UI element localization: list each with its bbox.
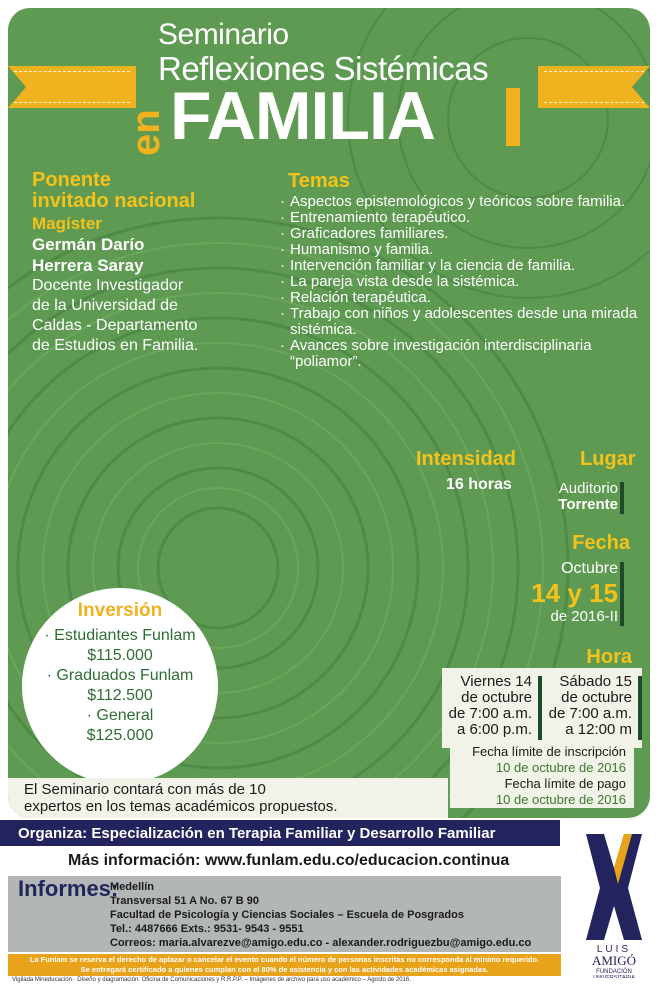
title-accent-bar	[506, 88, 520, 146]
title-reflexiones: Reflexiones Sistémicas	[158, 50, 489, 87]
green-panel	[8, 8, 650, 818]
ponente-degree: Magíster	[32, 214, 102, 233]
informes-details: Medellín Transversal 51 A No. 67 B 90 Facultad de Psicología y Ciencias Sociales – Escuela de Posgrados Tel.: 4487666 Exts.: 9531- 9543 - 9551 Correos: maria.alvarezve@amigo.edu.co - alexander.rodriguezbu@amigo.edu.co	[110, 881, 532, 949]
ponente-name: Germán Darío Herrera Saray	[32, 235, 145, 275]
hora-heading: Hora	[586, 646, 632, 668]
fecha-month: Octubre	[561, 560, 618, 577]
title-seminario: Seminario	[158, 18, 289, 51]
hora-viernes: Viernes 14 de octubre de 7:00 a.m. a 6:00 p.m.	[442, 668, 542, 748]
intensidad-value: 16 horas	[446, 476, 512, 493]
hora-sabado: Sábado 15 de octubre de 7:00 a.m. a 12:00 m	[542, 668, 642, 748]
temas-list	[280, 194, 648, 370]
vigilada-footer: Vigilada Mineducación · Diseño y diagramación: Oficina de Comunicaciones y R.R.P.P. – Imágenes de archivo para uso académico – Agosto de 2016.	[12, 977, 411, 983]
list-item: · La pareja vista desde la sistémica.	[280, 274, 648, 290]
fecha-year: de 2016-II	[550, 608, 618, 625]
ponente-heading: Ponente invitado nacional	[32, 169, 196, 212]
aviso-bar: La Funlam se reserva el derecho de aplazar o cancelar el evento cuando el número de personas inscritas no corresponda al mínimo requerido. Se entregará certificado a quienes cumplan con el 80% de asistencia y con las actividades académicas asignadas.	[8, 954, 561, 976]
lugar-line2: Torrente	[558, 496, 618, 513]
list-item: · Relación terapéutica.	[280, 290, 648, 306]
logo-fundacion: FUNDACIÓN	[596, 969, 632, 975]
logo-amigo: AMIGÓ	[591, 953, 637, 968]
mas-info-link[interactable]: Más información: www.funlam.edu.co/educacion.continua	[68, 852, 510, 869]
title-familia: FAMILIA	[170, 78, 435, 154]
logo-luis: LUIS	[596, 944, 632, 955]
inversion-list: · Estudiantes Funlam $115.000 · Graduados Funlam $112.500 · General $125.000	[44, 627, 196, 744]
list-item: · Humanismo y familia.	[280, 242, 648, 258]
title-en: en	[124, 109, 168, 156]
list-item: · Aspectos epistemológicos y teóricos sobre familia.	[280, 194, 648, 210]
lugar-line1: Auditorio	[558, 480, 618, 497]
list-item: · Graficadores familiares.	[280, 226, 648, 242]
logo-universitaria: UNIVERSITARIA	[593, 975, 635, 978]
lugar-heading: Lugar	[580, 448, 636, 470]
list-item: · Entrenamiento terapéutico.	[280, 210, 648, 226]
list-item: · Avances sobre investigación interdisciplinaria “poliamor”.	[280, 338, 648, 370]
ponente-description: Docente Investigador de la Universidad de Caldas - Departamento de Estudios en Familia.	[32, 277, 199, 354]
informes-heading: Informes:	[18, 876, 119, 901]
fecha-days: 14 y 15	[531, 578, 618, 608]
lugar-divider	[620, 482, 624, 514]
temas-heading: Temas	[288, 170, 350, 192]
list-item: · Trabajo con niños y adolescentes desde una mirada sistémica.	[280, 306, 648, 338]
fechas-limite: Fecha límite de inscripción 10 de octubre de 2016 Fecha límite de pago 10 de octubre de 2016	[450, 740, 634, 808]
ribbon-left	[8, 66, 136, 108]
organiza-bar: Organiza: Especialización en Terapia Familiar y Desarrollo Familiar	[0, 820, 560, 846]
inversion-heading: Inversión	[77, 600, 163, 621]
fecha-divider	[620, 562, 624, 626]
luis-amigo-logo	[578, 828, 650, 978]
list-item: · Intervención familiar y la ciencia de familia.	[280, 258, 648, 274]
fecha-heading: Fecha	[572, 532, 630, 554]
expertos-note: El Seminario contará con más de 10 expertos en los temas académicos propuestos.	[8, 778, 448, 818]
intensidad-heading: Intensidad	[416, 448, 517, 470]
